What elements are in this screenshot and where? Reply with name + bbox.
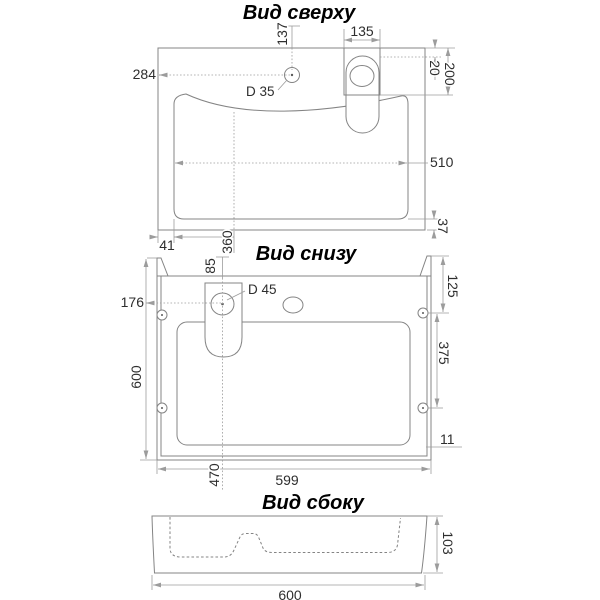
overflow-diameter-label: D 35 xyxy=(246,84,275,99)
dim-label-20: 20 xyxy=(427,60,443,76)
dim-label-137: 137 xyxy=(274,22,290,46)
dim-label-600-side: 600 xyxy=(278,587,302,600)
dim-label-200: 200 xyxy=(442,62,458,86)
drain-diameter-label: D 45 xyxy=(248,282,277,297)
dim-label-599: 599 xyxy=(275,472,299,488)
overflow-hole-center xyxy=(291,74,293,76)
mounting-hole-center xyxy=(161,314,163,316)
dim-label-135: 135 xyxy=(350,23,374,39)
dim-label-176: 176 xyxy=(120,294,144,310)
left-tab-contour xyxy=(157,258,168,276)
dim-label-37: 37 xyxy=(435,218,451,234)
mounting-hole-center xyxy=(161,407,163,409)
dim-label-284: 284 xyxy=(132,66,156,82)
dim-label-470: 470 xyxy=(206,463,222,487)
dim-label-85: 85 xyxy=(202,258,218,274)
dim-label-600: 600 xyxy=(128,365,144,389)
overflow-recess xyxy=(283,297,303,313)
top-view-title: Вид сверху xyxy=(242,2,356,24)
bottom-view-title: Вид снизу xyxy=(255,243,357,265)
mounting-hole-center xyxy=(422,407,424,409)
bottom-view xyxy=(121,243,462,490)
side-view-title: Вид сбоку xyxy=(262,492,364,514)
faucet-hole xyxy=(350,66,374,87)
dim-label-103: 103 xyxy=(440,531,456,555)
mounting-hole-center xyxy=(422,312,424,314)
right-tab-contour xyxy=(420,256,431,276)
dim-label-360: 360 xyxy=(219,230,235,254)
dim-label-510: 510 xyxy=(430,154,454,170)
side-view xyxy=(152,492,456,600)
dim-label-375: 375 xyxy=(436,341,452,365)
dim-label-125: 125 xyxy=(445,274,461,298)
side-view-outer-contour xyxy=(152,516,427,573)
dim-label-41: 41 xyxy=(159,237,175,253)
dim-label-11: 11 xyxy=(440,431,455,447)
top-view xyxy=(133,2,458,254)
